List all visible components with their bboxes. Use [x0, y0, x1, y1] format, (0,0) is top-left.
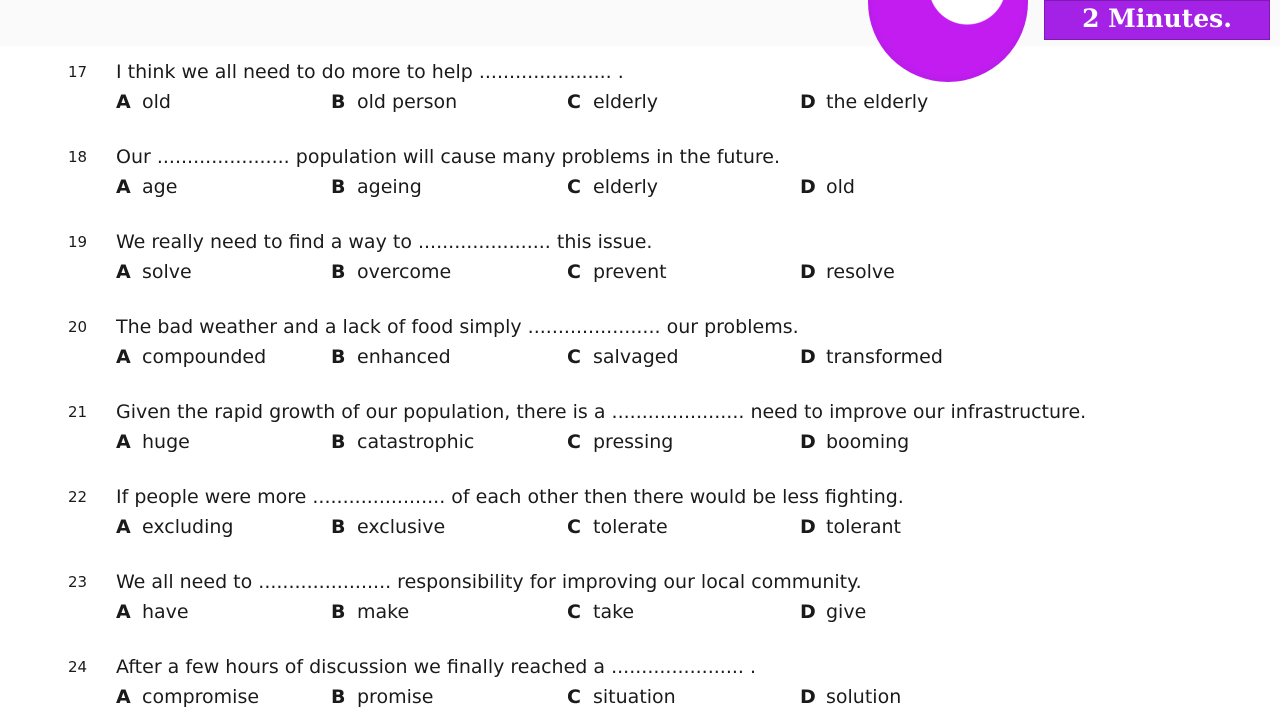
option-b[interactable] [331, 601, 409, 623]
question-text: Our ...................... population will cause many problems in the future. [116, 146, 781, 168]
option-text: tolerate [593, 516, 668, 538]
option-letter: B [331, 601, 346, 623]
option-text: pressing [593, 431, 674, 453]
option-letter: B [331, 176, 346, 198]
option-text: have [142, 601, 189, 623]
question-24 [0, 656, 1280, 726]
option-letter: A [116, 346, 131, 368]
option-d[interactable] [800, 686, 901, 708]
option-a[interactable] [116, 516, 233, 538]
option-c[interactable] [567, 431, 673, 453]
option-letter: A [116, 516, 131, 538]
option-c[interactable] [567, 91, 658, 113]
option-letter: C [567, 346, 581, 368]
option-text: elderly [593, 176, 659, 198]
question-text: Given the rapid growth of our population, there is a ...................... need to improve our infrastructure. [116, 401, 1087, 423]
option-c[interactable] [567, 176, 658, 198]
question-text: I think we all need to do more to help ...................... . [116, 61, 624, 83]
option-d[interactable] [800, 176, 855, 198]
question-number: 17 [68, 63, 88, 81]
option-letter: A [116, 431, 131, 453]
option-text: give [826, 601, 867, 623]
option-letter: B [331, 346, 346, 368]
option-letter: A [116, 261, 131, 283]
timer-label: 2 Minutes. [1044, 0, 1270, 40]
option-text: compromise [142, 686, 260, 708]
option-letter: B [331, 516, 346, 538]
option-a[interactable] [116, 91, 171, 113]
option-text: enhanced [357, 346, 451, 368]
option-b[interactable] [331, 176, 422, 198]
option-d[interactable] [800, 601, 866, 623]
option-letter: C [567, 516, 581, 538]
option-text: ageing [357, 176, 422, 198]
option-text: the elderly [826, 91, 929, 113]
question-22 [0, 486, 1280, 556]
option-text: catastrophic [357, 431, 475, 453]
option-letter: B [331, 686, 346, 708]
option-text: situation [593, 686, 676, 708]
question-number: 19 [68, 233, 88, 251]
question-text: We all need to ...................... responsibility for improving our local community. [116, 571, 862, 593]
option-letter: D [800, 516, 816, 538]
option-a[interactable] [116, 176, 177, 198]
option-letter: A [116, 91, 131, 113]
option-text: old [142, 91, 171, 113]
option-a[interactable] [116, 431, 190, 453]
question-number: 24 [68, 658, 88, 676]
option-text: solve [142, 261, 192, 283]
option-text: old [826, 176, 855, 198]
question-number: 21 [68, 403, 88, 421]
option-b[interactable] [331, 346, 451, 368]
question-21 [0, 401, 1280, 471]
option-d[interactable] [800, 516, 901, 538]
option-letter: B [331, 91, 346, 113]
question-23 [0, 571, 1280, 641]
option-text: age [142, 176, 178, 198]
option-letter: C [567, 176, 581, 198]
option-letter: B [331, 261, 346, 283]
option-b[interactable] [331, 686, 433, 708]
option-a[interactable] [116, 601, 189, 623]
option-c[interactable] [567, 601, 634, 623]
option-d[interactable] [800, 261, 895, 283]
option-a[interactable] [116, 686, 259, 708]
option-letter: D [800, 686, 816, 708]
option-letter: D [800, 431, 816, 453]
option-d[interactable] [800, 431, 909, 453]
option-text: old person [357, 91, 458, 113]
question-17 [0, 61, 1280, 131]
option-text: exclusive [357, 516, 446, 538]
question-text: After a few hours of discussion we finally reached a ...................... . [116, 656, 757, 678]
option-letter: D [800, 91, 816, 113]
option-text: resolve [826, 261, 895, 283]
question-19 [0, 231, 1280, 301]
option-text: take [593, 601, 635, 623]
option-letter: C [567, 601, 581, 623]
option-text: tolerant [826, 516, 901, 538]
option-letter: A [116, 601, 131, 623]
option-text: elderly [593, 91, 659, 113]
question-number: 18 [68, 148, 88, 166]
option-letter: D [800, 261, 816, 283]
option-letter: D [800, 176, 816, 198]
option-letter: A [116, 176, 131, 198]
question-text: We really need to find a way to ...................... this issue. [116, 231, 653, 253]
question-20 [0, 316, 1280, 386]
option-letter: D [800, 346, 816, 368]
option-letter: C [567, 431, 581, 453]
option-a[interactable] [116, 346, 266, 368]
option-b[interactable] [331, 431, 474, 453]
question-number: 22 [68, 488, 88, 506]
option-b[interactable] [331, 91, 457, 113]
question-number: 23 [68, 573, 88, 591]
question-text: The bad weather and a lack of food simply ...................... our problems. [116, 316, 799, 338]
option-letter: D [800, 601, 816, 623]
option-text: excluding [142, 516, 234, 538]
question-18 [0, 146, 1280, 216]
option-letter: C [567, 261, 581, 283]
option-c[interactable] [567, 261, 667, 283]
option-text: solution [826, 686, 902, 708]
option-text: huge [142, 431, 190, 453]
option-text: prevent [593, 261, 667, 283]
option-text: compounded [142, 346, 267, 368]
option-text: salvaged [593, 346, 679, 368]
option-c[interactable] [567, 686, 676, 708]
option-letter: C [567, 91, 581, 113]
option-text: booming [826, 431, 910, 453]
option-b[interactable] [331, 516, 445, 538]
option-b[interactable] [331, 261, 451, 283]
option-letter: C [567, 686, 581, 708]
question-number: 20 [68, 318, 88, 336]
option-letter: A [116, 686, 131, 708]
question-text: If people were more ...................... of each other then there would be less fighting. [116, 486, 904, 508]
option-d[interactable] [800, 91, 928, 113]
option-letter: B [331, 431, 346, 453]
option-d[interactable] [800, 346, 943, 368]
option-c[interactable] [567, 346, 679, 368]
option-a[interactable] [116, 261, 192, 283]
option-text: transformed [826, 346, 943, 368]
option-text: promise [357, 686, 434, 708]
option-text: make [357, 601, 410, 623]
option-c[interactable] [567, 516, 668, 538]
option-text: overcome [357, 261, 452, 283]
